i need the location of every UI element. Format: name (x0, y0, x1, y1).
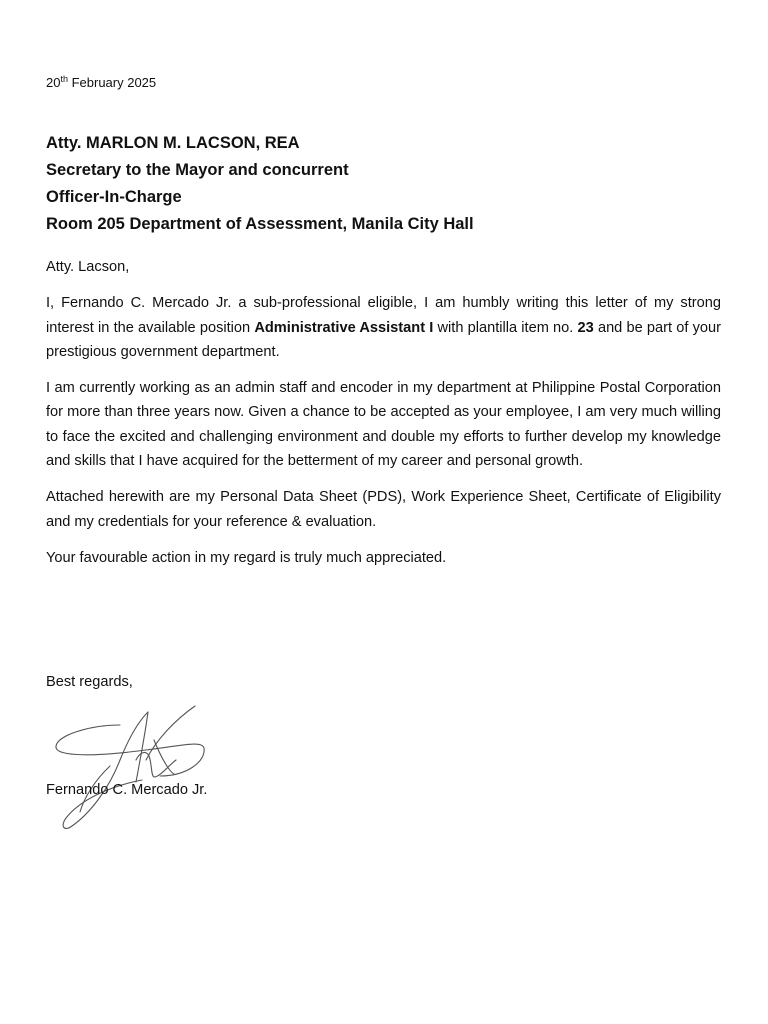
recipient-role: Officer-In-Charge (46, 188, 182, 206)
date-rest: February 2025 (67, 75, 157, 90)
handwritten-signature (50, 700, 210, 835)
signer-name: Fernando C. Mercado Jr. (46, 782, 208, 798)
recipient-title: Secretary to the Mayor and concurrent (46, 161, 349, 179)
paragraph-interest-part2: with plantilla item no. (433, 319, 578, 336)
date-day: 20 (46, 75, 61, 90)
letter-date (46, 75, 156, 90)
position-title: Administrative Assistant I (254, 319, 434, 336)
paragraph-appreciation: Your favourable action in my regard is truly much appreciated. (46, 549, 447, 566)
paragraph-interest-part3: and be part of your prestigious government department. (46, 319, 721, 360)
paragraph-interest (46, 291, 721, 364)
date-suffix: th (60, 74, 68, 84)
paragraph-experience: I am currently working as an admin staff and encoder in my department at Philippine Postal Corporation for more than three years now. Given a chance to be accepted as your employee, I am very much willing to face the excited and challenging environment and double my efforts to further develop my knowledge and skills that I have acquired for the betterment of my career and personal growth. (46, 380, 721, 470)
recipient-block (46, 130, 736, 238)
plantilla-item-number: 23 (577, 319, 594, 336)
paragraph-interest-part1: I, Fernando C. Mercado Jr. a sub-professional eligible, I am humbly writing this letter of my strong interest in the available position (46, 295, 721, 336)
closing: Best regards, (46, 674, 133, 690)
recipient-name: Atty. MARLON M. LACSON, REA (46, 134, 300, 152)
paragraph-attachments: Attached herewith are my Personal Data Sheet (PDS), Work Experience Sheet, Certificate of Eligibility and my credentials for your reference & evaluation. (46, 489, 721, 530)
letter-body (46, 255, 721, 582)
recipient-address: Room 205 Department of Assessment, Manila City Hall (46, 215, 474, 233)
salutation: Atty. Lacson, (46, 259, 130, 275)
